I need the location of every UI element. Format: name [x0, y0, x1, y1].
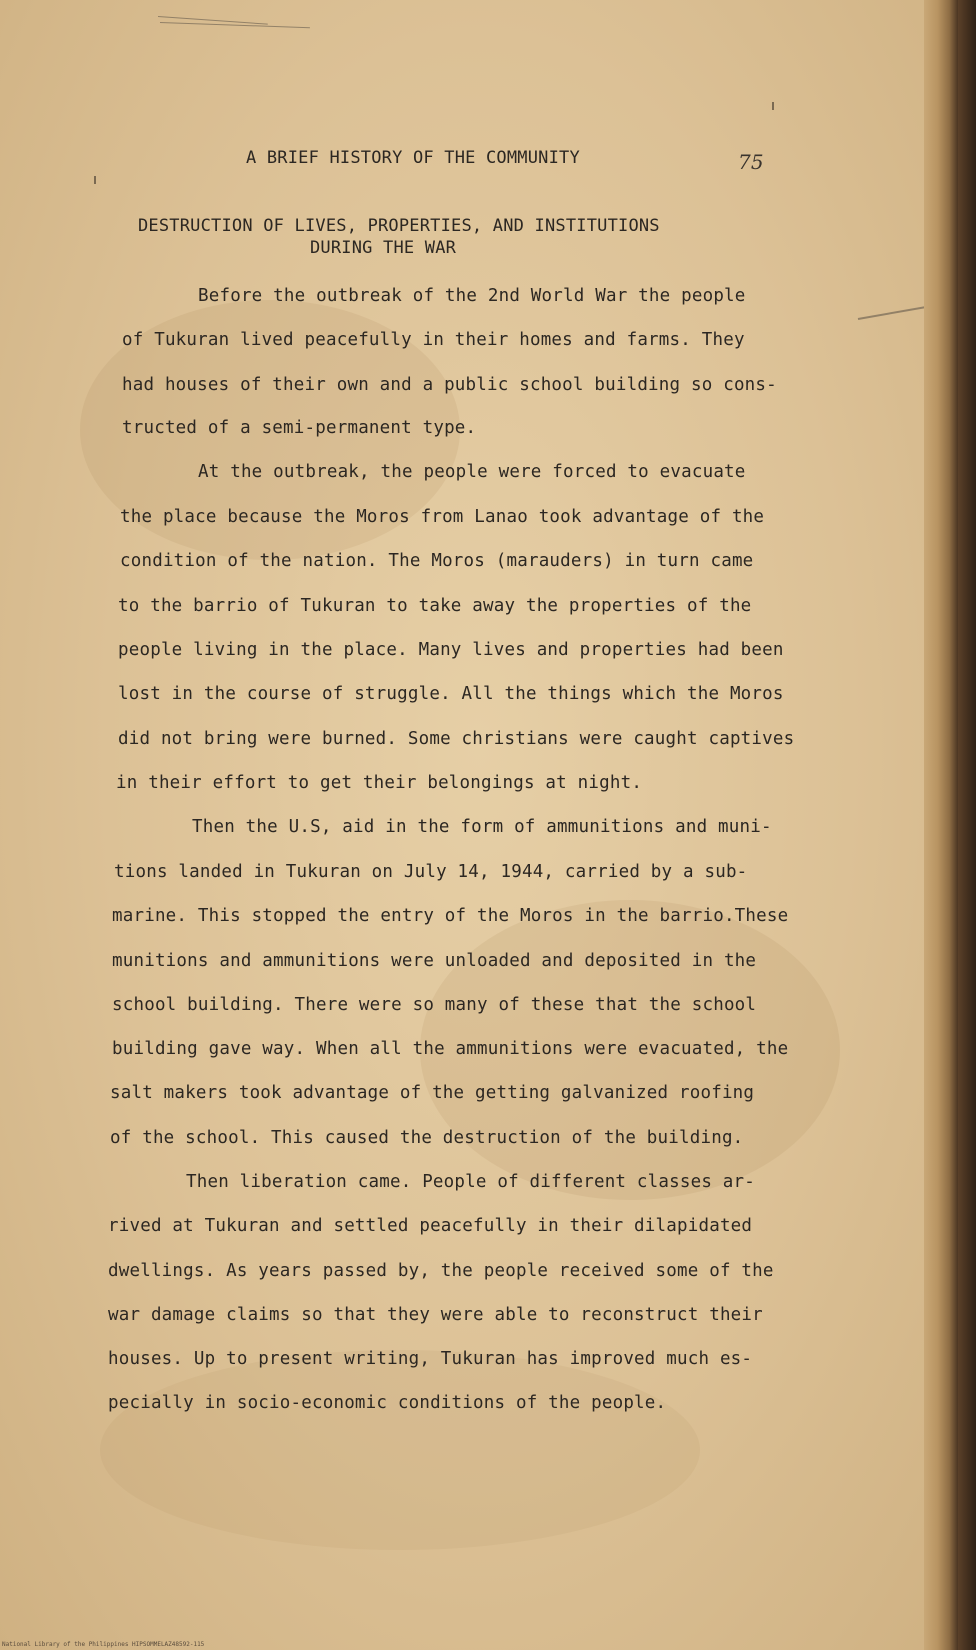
text-line: of Tukuran lived peacefully in their homes and farms. They [122, 330, 745, 350]
text-line: condition of the nation. The Moros (marauders) in turn came [120, 551, 754, 571]
text-line: war damage claims so that they were able to reconstruct their [108, 1305, 763, 1325]
text-line: Then liberation came. People of different classes ar- [186, 1172, 756, 1192]
text-line: in their effort to get their belongings at night. [116, 773, 643, 793]
text-line: houses. Up to present writing, Tukuran has improved much es- [108, 1349, 753, 1369]
text-line: of the school. This caused the destruction of the building. [110, 1128, 744, 1148]
text-line: pecially in socio-economic conditions of the people. [108, 1393, 667, 1413]
text-line: building gave way. When all the ammunitions were evacuated, the [112, 1039, 789, 1059]
text-line: tions landed in Tukuran on July 14, 1944, carried by a sub- [114, 862, 748, 882]
text-line: At the outbreak, the people were forced to evacuate [198, 462, 746, 482]
pencil-mark [160, 22, 310, 28]
page-mark [94, 176, 96, 184]
section-title: DESTRUCTION OF LIVES, PROPERTIES, AND INSTITUTIONS [138, 216, 660, 236]
section-title-continued: DURING THE WAR [310, 238, 457, 258]
archive-footer: National Library of the Philippines HIPSOMMELAZ48592-115 [2, 1641, 205, 1648]
running-header: A BRIEF HISTORY OF THE COMMUNITY [246, 148, 580, 168]
text-line: dwellings. As years passed by, the people received some of the [108, 1261, 774, 1281]
text-line: the place because the Moros from Lanao took advantage of the [120, 507, 765, 527]
text-line: school building. There were so many of these that the school [112, 995, 757, 1015]
text-line: Before the outbreak of the 2nd World War the people [198, 286, 746, 306]
text-line: did not bring were burned. Some christians were caught captives [118, 729, 795, 749]
text-line: salt makers took advantage of the getting galvanized roofing [110, 1083, 755, 1103]
text-line: Then the U.S, aid in the form of ammunitions and muni- [192, 817, 772, 837]
page-number: 75 [738, 150, 764, 174]
text-line: to the barrio of Tukuran to take away the properties of the [118, 596, 752, 616]
page-mark [772, 102, 774, 110]
text-line: marine. This stopped the entry of the Moros in the barrio.These [112, 906, 789, 926]
paper-stain [100, 1350, 700, 1550]
text-line: tructed of a semi-permanent type. [122, 418, 477, 438]
text-line: munitions and ammunitions were unloaded and deposited in the [112, 951, 757, 971]
text-line: rived at Tukuran and settled peacefully in their dilapidated [108, 1216, 753, 1236]
text-line: had houses of their own and a public school building so cons- [122, 375, 777, 395]
book-spine [958, 0, 976, 1650]
text-line: lost in the course of struggle. All the things which the Moros [118, 684, 784, 704]
page-edge [924, 0, 958, 1650]
text-line: people living in the place. Many lives and properties had been [118, 640, 784, 660]
